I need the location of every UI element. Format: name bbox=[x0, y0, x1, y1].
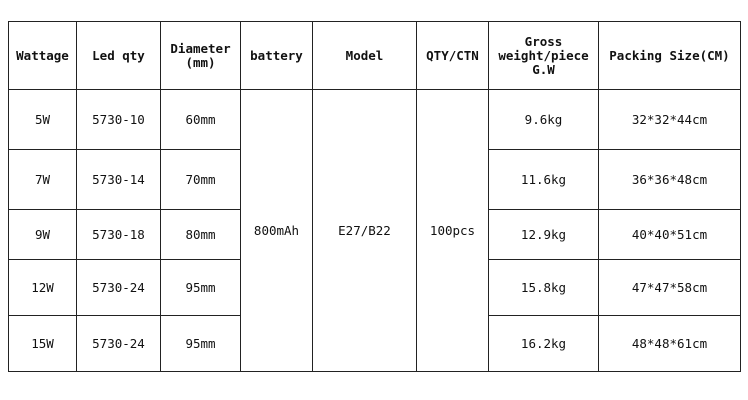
cell-wattage: 7W bbox=[9, 150, 77, 210]
header-qty-ctn: QTY/CTN bbox=[417, 22, 489, 90]
cell-gross-weight: 16.2kg bbox=[489, 316, 599, 372]
header-gross-line1: Gross bbox=[524, 33, 563, 49]
cell-led-qty: 5730-24 bbox=[77, 316, 161, 372]
spec-table bbox=[8, 21, 741, 372]
cell-led-qty: 5730-18 bbox=[77, 210, 161, 260]
cell-packing-size: 36*36*48cm bbox=[599, 150, 741, 210]
cell-led-qty: 5730-10 bbox=[77, 90, 161, 150]
cell-packing-size: 40*40*51cm bbox=[599, 210, 741, 260]
cell-wattage: 9W bbox=[9, 210, 77, 260]
cell-led-qty: 5730-14 bbox=[77, 150, 161, 210]
cell-diameter: 80mm bbox=[161, 210, 241, 260]
cell-packing-size: 32*32*44cm bbox=[599, 90, 741, 150]
cell-packing-size: 48*48*61cm bbox=[599, 316, 741, 372]
header-diameter-line2: (mm) bbox=[185, 54, 216, 70]
header-led-qty: Led qty bbox=[77, 22, 161, 90]
table-row bbox=[9, 90, 741, 150]
cell-diameter: 95mm bbox=[161, 260, 241, 316]
header-gross-line3: G.W bbox=[532, 61, 555, 77]
header-diameter bbox=[161, 22, 241, 90]
cell-model: E27/B22 bbox=[313, 90, 417, 372]
header-packing-size: Packing Size(CM) bbox=[599, 22, 741, 90]
cell-qty-ctn: 100pcs bbox=[417, 90, 489, 372]
cell-battery: 800mAh bbox=[241, 90, 313, 372]
cell-diameter: 95mm bbox=[161, 316, 241, 372]
header-row bbox=[9, 22, 741, 90]
header-gross-weight bbox=[489, 22, 599, 90]
header-model: Model bbox=[313, 22, 417, 90]
cell-led-qty: 5730-24 bbox=[77, 260, 161, 316]
cell-gross-weight: 9.6kg bbox=[489, 90, 599, 150]
header-gross-line2: weight/piece bbox=[498, 47, 589, 63]
cell-wattage: 15W bbox=[9, 316, 77, 372]
cell-wattage: 12W bbox=[9, 260, 77, 316]
cell-gross-weight: 12.9kg bbox=[489, 210, 599, 260]
cell-gross-weight: 11.6kg bbox=[489, 150, 599, 210]
header-diameter-line1: Diameter bbox=[170, 40, 231, 56]
cell-wattage: 5W bbox=[9, 90, 77, 150]
cell-packing-size: 47*47*58cm bbox=[599, 260, 741, 316]
cell-diameter: 60mm bbox=[161, 90, 241, 150]
cell-gross-weight: 15.8kg bbox=[489, 260, 599, 316]
header-wattage: Wattage bbox=[9, 22, 77, 90]
header-battery: battery bbox=[241, 22, 313, 90]
cell-diameter: 70mm bbox=[161, 150, 241, 210]
